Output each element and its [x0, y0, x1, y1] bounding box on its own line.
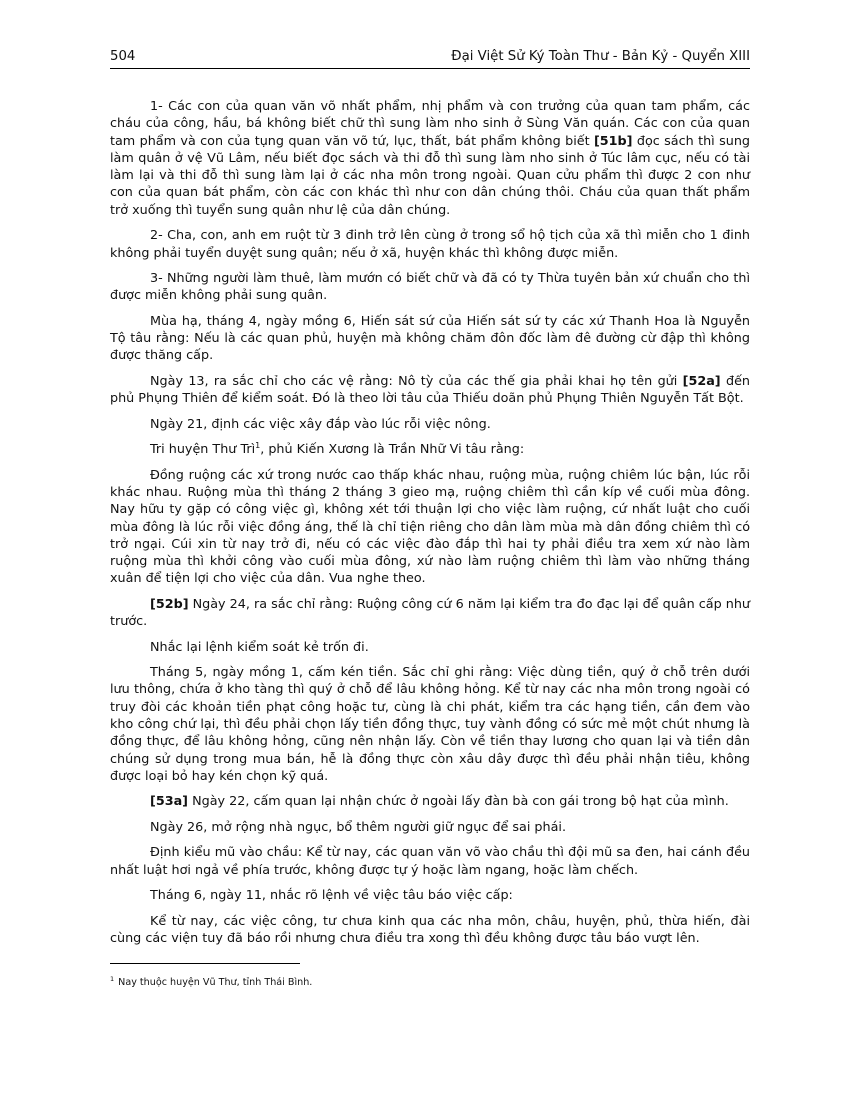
paragraph-14: Định kiểu mũ vào chầu: Kể từ nay, các quan văn võ vào chầu thì đội mũ sa đen, hai cánh đều nhất luật hơi ngả về phía trước, không được tự ý hoặc làm ngang, hoặc làm chếch.: [110, 845, 750, 878]
paragraph-13: Ngày 26, mở rộng nhà ngục, bổ thêm người giữ ngục để sai phái.: [150, 819, 567, 835]
page-number: 504: [110, 49, 136, 64]
footnote-text: Nay thuộc huyện Vũ Thư, tỉnh Thái Bình.: [118, 977, 313, 988]
header-rule: [110, 68, 750, 69]
footnote-mark: 1: [110, 975, 115, 983]
folio-marker: [53a]: [150, 794, 189, 810]
paragraph-12: [53a] Ngày 22, cấm quan lại nhận chức ở ngoài lấy đàn bà con gái trong bộ hạt của mình.: [150, 794, 729, 810]
folio-marker: [52b]: [150, 596, 189, 612]
footnote-reference[interactable]: 1: [255, 441, 261, 451]
paragraph-15: Tháng 6, ngày 11, nhắc rõ lệnh về việc tâu báo việc cấp:: [150, 888, 513, 904]
paragraph-9: [52b] Ngày 24, ra sắc chỉ rằng: Ruộng công cứ 6 năm lại kiểm tra đo đạc lại để quân cấp như trước.: [110, 596, 750, 630]
paragraph-10: Nhắc lại lệnh kiểm soát kẻ trốn đi.: [150, 639, 369, 655]
folio-marker: [52a]: [682, 373, 721, 389]
footnote: [110, 976, 750, 989]
paragraph-16: Kể từ nay, các việc công, tư chưa kinh qua các nha môn, châu, huyện, phủ, thừa hiến, đài cùng các viện tuy đã báo rồi nhưng chưa điều tra xong thì đều không được tâu báo vượt lên.: [110, 913, 750, 946]
paragraph-6: Ngày 21, định các việc xây đắp vào lúc rỗi việc nông.: [150, 416, 491, 432]
paragraph-5: Ngày 13, ra sắc chỉ cho các vệ rằng: Nô tỳ của các thế gia phải khai họ tên gửi [52a] đến phủ Phụng Thiên để kiểm soát. Đó là theo lời tâu của Thiếu doãn phủ Phụng Thiên Nguyễn Tất Bột.: [110, 373, 750, 407]
folio-marker: [51b]: [593, 133, 633, 149]
paragraph-11: Tháng 5, ngày mồng 1, cấm kén tiền. Sắc chỉ ghi rằng: Việc dùng tiền, quý ở chỗ trên dưới lưu thông, chứa ở kho tàng thì quý ở chỗ để lâu không hỏng. Kể từ nay các nha môn trong ngoài có truy đòi các khoản tiền phạt công hoặc tư, cùng là chi phát, kiểm tra các hạng tiền, cần đem vào kho công chứ lại, thì đều phải chọn lấy tiền đồng thực, tuy vành đồng có sức mẻ một chút nhưng là đồng thực, để lâu không hỏng, cũng nên nhận lấy. Còn về tiền thay lương cho quan lại và tiền dân chúng sử dụng trong mua bán, hễ là đồng thực còn xâu dây được thì đều phải nhận tiêu, không được loại bỏ hay kén chọn kỹ quá.: [110, 665, 750, 784]
paragraph-8: Đồng ruộng các xứ trong nước cao thấp khác nhau, ruộng mùa, ruộng chiêm lúc bận, lúc rỗi khác nhau. Ruộng mùa thì tháng 2 tháng 3 gieo mạ, ruộng chiêm thì cần kíp về cuối mùa đông. Nay hữu ty gặp có công việc gì, không xét tới thuận lợi cho việc làm ruộng, cứ nhất luật cho cuối mùa đông là lúc rỗi việc đồng áng, thế là chỉ tiện riêng cho dân làm mùa mà dân đồng chiêm thì có trở ngại. Cúi xin từ nay trở đi, nếu có các việc đào đắp thì hai ty phải điều tra xem xứ nào làm ruộng mùa thì khởi công vào cuối mùa đông, xứ nào làm ruộng chiêm thì làm vào những tháng xuân để tiện lợi cho việc của dân. Vua nghe theo.: [110, 467, 750, 587]
footnote-rule: [110, 963, 300, 964]
paragraph-2: 2- Cha, con, anh em ruột từ 3 đinh trở lên cùng ở trong sổ hộ tịch của xã thì miễn cho 1 đinh không phải tuyển duyệt sung quân; nếu ở xã, huyện khác thì không được miễn.: [110, 228, 750, 261]
paragraph-3: 3- Những người làm thuê, làm mướn có biết chữ và đã có ty Thừa tuyên bản xứ chuẩn cho thì được miễn không phải sung quân.: [110, 271, 750, 304]
body-text: [110, 98, 750, 955]
book-title: Đại Việt Sử Ký Toàn Thư - Bản Kỷ - Quyển XIII: [451, 49, 750, 64]
paragraph-7: Tri huyện Thư Trì$^1$, phủ Kiến Xương là Trần Nhữ Vi tâu rằng:: [150, 441, 525, 458]
paragraph-4: Mùa hạ, tháng 4, ngày mồng 6, Hiến sát sứ của Hiến sát sứ ty các xứ Thanh Hoa là Nguyễn Tộ tâu rằng: Nếu là các quan phủ, huyện mà không chăm đôn đốc làm đê đường cừ đập thì không được thăng cấp.: [110, 313, 750, 364]
paragraph-1: 1- Các con của quan văn võ nhất phẩm, nhị phẩm và con trưởng của quan tam phẩm, các cháu của công, hầu, bá không biết chữ thì sung làm nho sinh ở Sùng Văn quán. Các con của quan tam phẩm và con của tụng quan văn võ tứ, lục, thất, bát phẩm không biết [51b] đọc sách thì sung làm quân ở vệ Vũ Lâm, nếu biết đọc sách và thi đỗ thì sung làm nho sinh ở Túc lâm cục, nếu có tài làm lại và thi đỗ thì sung làm lại ở các nha môn trong ngoài. Quan cửu phẩm thì được 2 con như con của quan bát phẩm, còn các con khác thì như con dân chúng thôi. Cháu của quan thất phẩm trở xuống thì tuyển sung quân như lệ của dân chúng.: [110, 99, 750, 218]
